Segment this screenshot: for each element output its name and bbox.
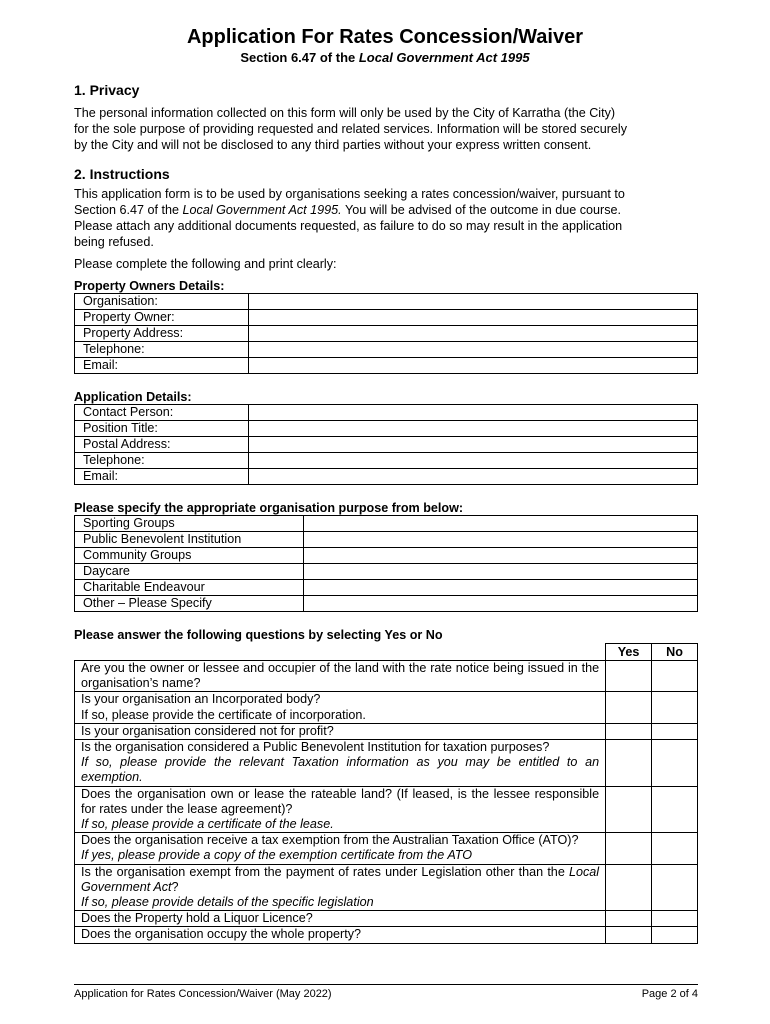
table-row bbox=[75, 786, 698, 833]
daycare-field[interactable] bbox=[303, 564, 697, 580]
purpose-option: Sporting Groups bbox=[75, 516, 304, 532]
table-row bbox=[75, 564, 698, 580]
yes-checkbox[interactable] bbox=[606, 740, 652, 787]
table-row bbox=[75, 437, 698, 453]
postal-address-field[interactable] bbox=[248, 437, 697, 453]
field-label: Position Title: bbox=[75, 421, 249, 437]
table-row bbox=[75, 453, 698, 469]
position-title-field[interactable] bbox=[248, 421, 697, 437]
table-row bbox=[75, 864, 698, 911]
community-groups-field[interactable] bbox=[303, 548, 697, 564]
contact-person-field[interactable] bbox=[248, 405, 697, 421]
question-text-end: ? bbox=[171, 879, 179, 894]
question-note: If so, please provide details of the specific legislation bbox=[81, 895, 374, 910]
footer-divider bbox=[74, 984, 698, 985]
instructions-line bbox=[74, 202, 698, 218]
yes-checkbox[interactable] bbox=[606, 911, 652, 927]
subtitle-prefix: Section 6.47 of the bbox=[240, 50, 359, 65]
header-blank bbox=[75, 644, 606, 661]
purpose-option: Other – Please Specify bbox=[75, 596, 304, 612]
yes-checkbox[interactable] bbox=[606, 786, 652, 833]
question-text: Does the Property hold a Liquor Licence? bbox=[81, 911, 313, 926]
question-text-part: Is the organisation exempt from the payment of rates under Legislation other than the bbox=[81, 864, 569, 879]
owners-label: Property Owners Details: bbox=[74, 279, 225, 293]
no-checkbox[interactable] bbox=[652, 661, 698, 692]
table-row bbox=[75, 310, 698, 326]
instructions-text bbox=[74, 186, 698, 250]
question-note: If yes, please provide a copy of the exemption certificate from the ATO bbox=[81, 848, 473, 863]
table-row bbox=[75, 326, 698, 342]
instructions-line-prefix: Section 6.47 of the bbox=[74, 203, 183, 217]
table-row bbox=[75, 580, 698, 596]
yes-checkbox[interactable] bbox=[606, 864, 652, 911]
table-row bbox=[75, 342, 698, 358]
instructions-line: This application form is to be used by organisations seeking a rates concession/waiver, pursuant to bbox=[74, 187, 625, 201]
table-row bbox=[75, 692, 698, 723]
yes-checkbox[interactable] bbox=[606, 723, 652, 739]
complete-instruction: Please complete the following and print clearly: bbox=[74, 257, 337, 271]
table-row bbox=[75, 661, 698, 692]
question-note: If so, please provide the relevant Taxation information as you may be entitled to an exemption. bbox=[81, 755, 600, 785]
instructions-line: being refused. bbox=[74, 235, 154, 249]
field-label: Contact Person: bbox=[75, 405, 249, 421]
questions-table bbox=[74, 643, 698, 944]
questions-label: Please answer the following questions by selecting Yes or No bbox=[74, 628, 443, 642]
application-table bbox=[74, 404, 698, 485]
instructions-line-suffix: You will be advised of the outcome in due course. bbox=[341, 203, 622, 217]
question-whole-property bbox=[75, 927, 606, 943]
instructions-heading: 2. Instructions bbox=[74, 166, 170, 182]
question-text: Is the organisation considered a Public Benevolent Institution for taxation purposes? bbox=[81, 740, 550, 755]
no-checkbox[interactable] bbox=[652, 723, 698, 739]
table-row bbox=[75, 405, 698, 421]
table-row bbox=[75, 596, 698, 612]
instructions-line: Please attach any additional documents requested, as failure to do so may result in the application bbox=[74, 219, 623, 233]
no-checkbox[interactable] bbox=[652, 911, 698, 927]
table-row bbox=[75, 740, 698, 787]
page-subtitle bbox=[0, 50, 770, 65]
footer-page-number: Page 2 of 4 bbox=[641, 988, 698, 1000]
table-row bbox=[75, 548, 698, 564]
question-owner-occupier bbox=[75, 661, 606, 692]
privacy-line: for the sole purpose of providing requested and related services. Information will be stored securely bbox=[74, 122, 628, 136]
table-row bbox=[75, 927, 698, 943]
table-row bbox=[75, 833, 698, 864]
table-row bbox=[75, 911, 698, 927]
yes-header: Yes bbox=[606, 644, 652, 661]
question-legislation-exempt bbox=[75, 864, 606, 911]
field-label: Telephone: bbox=[75, 342, 249, 358]
application-label: Application Details: bbox=[74, 390, 192, 404]
question-tax-exemption bbox=[75, 833, 606, 864]
benevolent-institution-field[interactable] bbox=[303, 532, 697, 548]
no-checkbox[interactable] bbox=[652, 692, 698, 723]
field-label: Postal Address: bbox=[75, 437, 249, 453]
table-row bbox=[75, 294, 698, 310]
no-checkbox[interactable] bbox=[652, 864, 698, 911]
yes-checkbox[interactable] bbox=[606, 692, 652, 723]
contact-email-field[interactable] bbox=[248, 469, 697, 485]
question-text: Are you the owner or lessee and occupier of the land with the rate notice being issued in the organisation’s name? bbox=[81, 661, 600, 691]
table-header-row bbox=[75, 644, 698, 661]
question-not-for-profit bbox=[75, 723, 606, 739]
purpose-option: Community Groups bbox=[75, 548, 304, 564]
question-text: Is your organisation considered not for profit? bbox=[81, 723, 334, 738]
question-text bbox=[81, 865, 599, 895]
subtitle-act: Local Government Act 1995 bbox=[358, 50, 530, 65]
purpose-option: Daycare bbox=[75, 564, 304, 580]
no-checkbox[interactable] bbox=[652, 927, 698, 943]
no-header: No bbox=[652, 644, 698, 661]
owners-table bbox=[74, 293, 698, 374]
yes-checkbox[interactable] bbox=[606, 661, 652, 692]
question-note: If so, please provide a certificate of the lease. bbox=[81, 817, 334, 832]
table-row bbox=[75, 358, 698, 374]
field-label: Property Address: bbox=[75, 326, 249, 342]
table-row bbox=[75, 723, 698, 739]
question-text: Is your organisation an Incorporated body? bbox=[81, 692, 321, 707]
purpose-option: Public Benevolent Institution bbox=[75, 532, 304, 548]
instructions-act: Local Government Act 1995. bbox=[182, 203, 342, 217]
purpose-option: Charitable Endeavour bbox=[75, 580, 304, 596]
field-label: Telephone: bbox=[75, 453, 249, 469]
field-label: Organisation: bbox=[75, 294, 249, 310]
property-owner-field[interactable] bbox=[248, 310, 697, 326]
field-label: Email: bbox=[75, 358, 249, 374]
organisation-field[interactable] bbox=[248, 294, 697, 310]
field-label: Email: bbox=[75, 469, 249, 485]
question-liquor-licence bbox=[75, 911, 606, 927]
footer-doc-title: Application for Rates Concession/Waiver (May 2022) bbox=[74, 988, 332, 1000]
yes-checkbox[interactable] bbox=[606, 833, 652, 864]
privacy-line: The personal information collected on this form will only be used by the City of Karratha (the City) bbox=[74, 106, 616, 120]
page-title: Application For Rates Concession/Waiver bbox=[186, 26, 583, 48]
field-label: Property Owner: bbox=[75, 310, 249, 326]
table-row bbox=[75, 421, 698, 437]
property-address-field[interactable] bbox=[248, 326, 697, 342]
no-checkbox[interactable] bbox=[652, 740, 698, 787]
owner-email-field[interactable] bbox=[248, 358, 697, 374]
charitable-endeavour-field[interactable] bbox=[303, 580, 697, 596]
question-text: Does the organisation own or lease the rateable land? (If leased, is the lessee responsible for rates under the lease agreement)? bbox=[81, 786, 600, 816]
question-note: If so, please provide the certificate of incorporation. bbox=[81, 707, 366, 722]
privacy-text bbox=[74, 105, 698, 153]
table-row bbox=[75, 469, 698, 485]
table-row bbox=[75, 532, 698, 548]
question-benevolent bbox=[75, 740, 606, 787]
privacy-line: by the City and will not be disclosed to any third parties without your express written consent. bbox=[74, 138, 592, 152]
no-checkbox[interactable] bbox=[652, 833, 698, 864]
table-row bbox=[75, 516, 698, 532]
question-act: Local Government Act bbox=[81, 864, 600, 894]
other-specify-field[interactable] bbox=[303, 596, 697, 612]
purpose-table bbox=[74, 515, 698, 612]
yes-checkbox[interactable] bbox=[606, 927, 652, 943]
owner-telephone-field[interactable] bbox=[248, 342, 697, 358]
privacy-heading: 1. Privacy bbox=[74, 82, 140, 98]
question-incorporated bbox=[75, 692, 606, 723]
question-text: Does the organisation receive a tax exemption from the Australian Taxation Office (ATO)? bbox=[81, 833, 579, 848]
contact-telephone-field[interactable] bbox=[248, 453, 697, 469]
question-text: Does the organisation occupy the whole property? bbox=[81, 927, 362, 942]
sporting-groups-field[interactable] bbox=[303, 516, 697, 532]
purpose-label: Please specify the appropriate organisation purpose from below: bbox=[74, 501, 464, 515]
question-own-lease bbox=[75, 786, 606, 833]
no-checkbox[interactable] bbox=[652, 786, 698, 833]
